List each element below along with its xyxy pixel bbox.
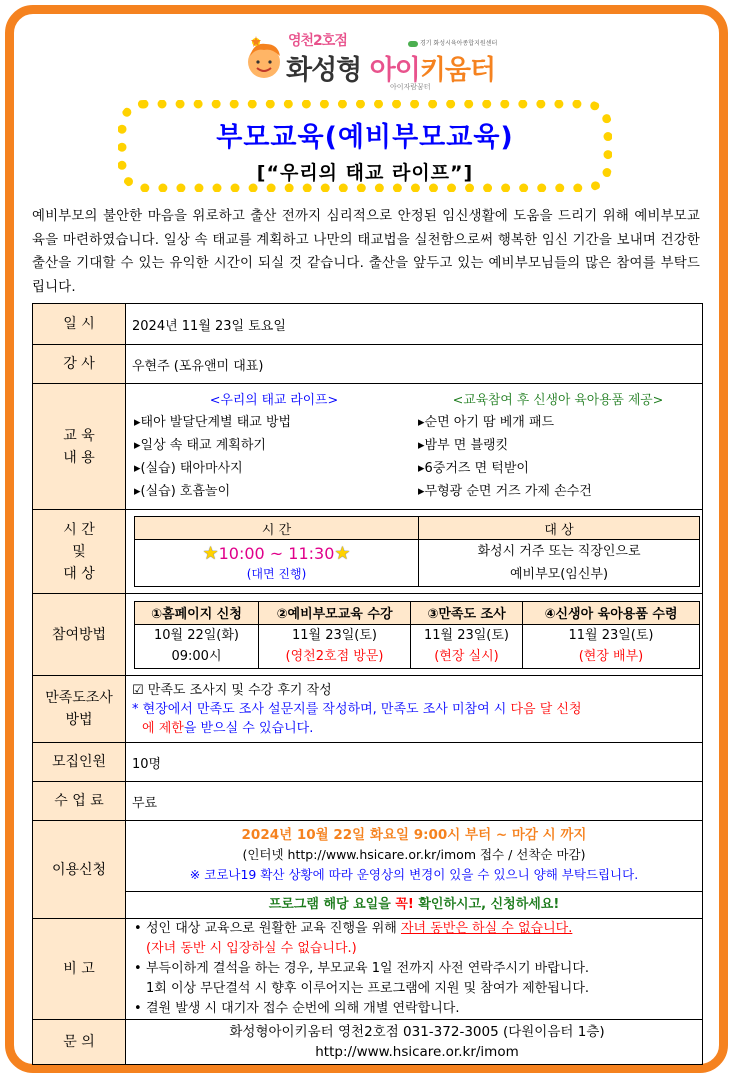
step-head: ③만족도 조사 xyxy=(411,601,523,624)
time-cell: ★10:00 ~ 11:30★ (대면 진행) xyxy=(135,540,419,587)
participation-table xyxy=(134,601,700,669)
page-title: 부모교육(예비부모교육) xyxy=(216,122,514,153)
label-time-target: 시 간 및 대 상 xyxy=(33,510,126,594)
logo-brand: 화성형 아이키움터 xyxy=(286,55,496,86)
title-box xyxy=(118,100,612,192)
label-apply: 이용신청 xyxy=(33,821,126,919)
step-cell: 11월 23일(토) (현장 실시) xyxy=(411,624,523,668)
list-item: ▸(실습) 태아마사지 xyxy=(134,460,243,476)
row-time-target xyxy=(33,510,703,594)
row-participation xyxy=(33,594,703,676)
value-fee: 무료 xyxy=(126,782,703,821)
label-contact: 문 의 xyxy=(33,1020,126,1065)
col-time: 시 간 xyxy=(135,517,419,540)
remark-child-note: (자녀 동반 시 입장하실 수 없습니다.) xyxy=(146,941,357,956)
survey-line-1: ☑ 만족도 조사지 및 수강 후기 작성 xyxy=(132,682,332,698)
content-grid xyxy=(132,387,702,507)
step-cell: 10월 22일(화) 09:00시 xyxy=(135,624,259,668)
content-left xyxy=(132,391,416,503)
list-item: • 결원 발생 시 대기자 접수 순번에 의해 개별 연락합니다. xyxy=(132,999,702,1019)
list-item: ▸태아 발달단계별 태교 방법 xyxy=(134,414,292,430)
logo-tagline: 아이자람꿈터 xyxy=(390,83,431,91)
step-cell: 11월 23일(토) (영천2호점 방문) xyxy=(259,624,411,668)
survey-line-3: 에 제한을 받으실 수 있습니다. xyxy=(142,720,314,736)
org-logo-icon xyxy=(408,41,418,47)
row-date xyxy=(33,304,703,345)
list-item: • 부득이하게 결석을 하는 경우, 부모교육 1일 전까지 사전 연락주시기 바랍니다. xyxy=(132,959,702,979)
list-item: ▸무형광 순면 거즈 가제 손수건 xyxy=(418,483,592,499)
content-left-head: <우리의 태교 라이프> xyxy=(209,392,339,408)
value-date: 2024년 11월 23일 토요일 xyxy=(126,304,703,345)
apply-reminder: 프로그램 해당 요일을 꼭! 확인하시고, 신청하세요! xyxy=(126,891,702,918)
star-icon: ★ xyxy=(202,543,219,564)
label-date: 일 시 xyxy=(33,304,126,345)
row-remarks xyxy=(33,919,703,1020)
org-logo: 경기 화성시육아종합지원센터 xyxy=(408,38,497,47)
col-target: 대 상 xyxy=(419,517,700,540)
row-contact xyxy=(33,1020,703,1065)
contact-info: 화성형아이키움터 영천2호점 031-372-3005 (다원이음터 1층) xyxy=(229,1024,605,1040)
remark-absence-note: 1회 이상 무단결석 시 향후 이루어지는 프로그램에 지원 및 참여가 제한됩니다. xyxy=(146,981,590,996)
content-right-head: <교육참여 후 신생아 육아용품 제공> xyxy=(452,392,664,408)
row-content xyxy=(33,384,703,510)
label-capacity: 모집인원 xyxy=(33,743,126,782)
child-face-icon xyxy=(244,36,284,80)
list-item: ▸6중거즈 면 턱받이 xyxy=(418,460,529,476)
row-survey xyxy=(33,676,703,743)
survey-line-2: * 현장에서 만족도 조사 설문지를 작성하며, 만족도 조사 미참여 시 다음 달 신청 xyxy=(132,701,582,717)
row-capacity xyxy=(33,743,703,782)
row-apply xyxy=(33,821,703,919)
time-target-table xyxy=(134,516,700,587)
apply-notice: ※ 코로나19 확산 상황에 따라 운영상의 변경이 있을 수 있으니 양해 부탁드립니다. xyxy=(189,867,639,882)
label-lecturer: 강 사 xyxy=(33,345,126,384)
label-content: 교 육 내 용 xyxy=(33,384,126,510)
value-lecturer: 우현주 (포유앤미 대표) xyxy=(126,345,703,384)
page-subtitle: [“우리의 태교 라이프”] xyxy=(256,162,474,184)
logo xyxy=(244,26,504,98)
label-survey: 만족도조사 방법 xyxy=(33,676,126,743)
info-table xyxy=(32,303,703,1065)
row-fee xyxy=(33,782,703,821)
apply-period: 2024년 10월 22일 화요일 9:00시 부터 ~ 마감 시 까지 xyxy=(241,827,587,843)
step-cell: 11월 23일(토) (현장 배부) xyxy=(523,624,700,668)
content-right xyxy=(416,391,700,503)
label-fee: 수 업 료 xyxy=(33,782,126,821)
row-lecturer xyxy=(33,345,703,384)
value-capacity: 10명 xyxy=(126,743,703,782)
apply-method: (인터넷 http://www.hsicare.or.kr/imom 접수 / 선착순 마감) xyxy=(242,847,586,862)
star-icon: ★ xyxy=(334,543,351,564)
label-remarks: 비 고 xyxy=(33,919,126,1020)
list-item: ▸밤부 면 블랭킷 xyxy=(418,437,509,453)
list-item: ▸순면 아기 땀 베개 패드 xyxy=(418,414,555,430)
step-head: ②예비부모교육 수강 xyxy=(259,601,411,624)
label-participation: 참여방법 xyxy=(33,594,126,676)
list-item: ▸일상 속 태교 계획하기 xyxy=(134,437,266,453)
intro-text: 예비부모의 불안한 마음을 위로하고 출산 전까지 심리적으로 안정된 임신생활에 도움을 드리기 위해 예비부모교육을 마련하였습니다. 일상 속 태교를 계획하고 나만의 태교법을 실천함으로써 행복한 임신 기간을 보내며 건강한 출산을 기대할 수 있는 유익한 시간이 되실 것 같습니다. 출산을 앞두고 있는 예비부모님들의 많은 참여를 부탁드립니다. xyxy=(32,209,700,295)
logo-branch: 영천2호점 xyxy=(288,33,347,49)
step-head: ④신생아 육아용품 수령 xyxy=(523,601,700,624)
target-cell: 화성시 거주 또는 직장인으로 예비부모(임신부) xyxy=(419,540,700,587)
list-item: • 성인 대상 교육으로 원활한 교육 진행을 위해 자녀 동반은 하실 수 없습니다. xyxy=(132,919,702,939)
contact-url[interactable]: http://www.hsicare.or.kr/imom xyxy=(315,1044,519,1060)
list-item: ▸(실습) 호흡놀이 xyxy=(134,483,231,499)
step-head: ①홈페이지 신청 xyxy=(135,601,259,624)
